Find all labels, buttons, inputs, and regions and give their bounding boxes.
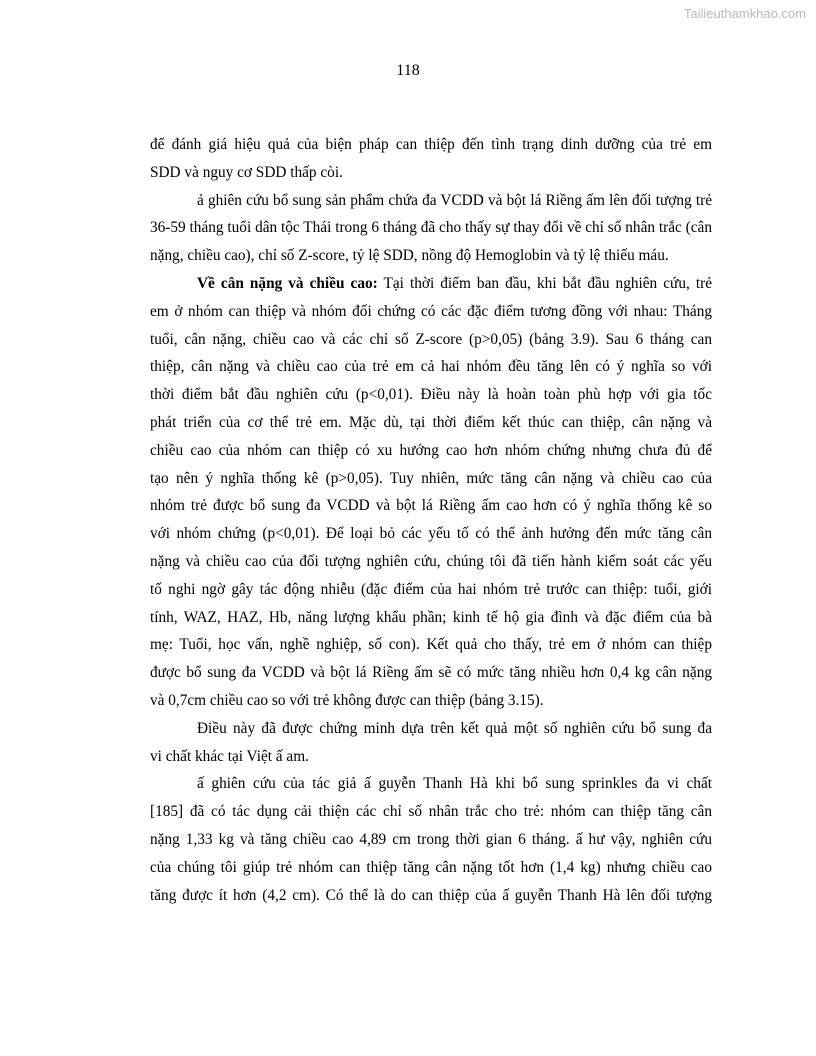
- watermark: Tailieuthamkhao.com: [683, 6, 806, 21]
- text-line: [150, 687, 712, 715]
- text-line: [150, 409, 712, 437]
- line-text: em ở nhóm can thiệp và nhóm đối chứng có các đặc điểm tương đồng với nhau: Tháng: [150, 302, 712, 320]
- page-number: 118: [396, 62, 420, 79]
- text-line: [150, 576, 712, 604]
- text-line: [150, 187, 712, 215]
- text-line: [150, 131, 712, 159]
- line-text: Điều này đã được chứng minh dựa trên kết quả một số nghiên cứu bổ sung đa: [197, 719, 712, 737]
- text-line: [150, 437, 712, 465]
- document-body: [150, 131, 712, 909]
- text-line: [150, 826, 712, 854]
- line-text: để đánh giá hiệu quả của biện pháp can thiệp đến tình trạng dinh dưỡng của trẻ em: [150, 136, 712, 153]
- line-text: tính, WAZ, HAZ, Hb, năng lượng khẩu phần; kinh tế hộ gia đình và đặc điểm của bà: [150, 608, 712, 626]
- text-line: [150, 353, 712, 381]
- text-line: [150, 270, 712, 298]
- line-text: ấ ghiên cứu của tác giả ấ guyễn Thanh Hà khi bổ sung sprinkles đa vi chất: [197, 775, 712, 793]
- text-line: [150, 743, 712, 771]
- line-text: nặng 1,33 kg và tăng chiều cao 4,89 cm trong thời gian 6 tháng. ấ hư vậy, nghiên cứu: [150, 830, 712, 848]
- line-text: ả ghiên cứu bổ sung sản phẩm chứa đa VCDD và bột lá Riềng ấm lên đối tượng trẻ: [197, 191, 712, 209]
- line-text: tạo nên ý nghĩa thống kê (p>0,05). Tuy nhiên, mức tăng cân nặng và chiều cao của: [150, 469, 712, 487]
- line-text: phát triển của cơ thể trẻ em. Mặc dù, tại thời điểm kết thúc can thiệp, cân nặng và: [150, 413, 712, 431]
- line-text: SDD và nguy cơ SDD thấp còi.: [150, 163, 343, 181]
- line-text: tố nghi ngờ gây tác động nhiễu (đặc điểm của hai nhóm trẻ trước can thiệp: tuổi, giới: [150, 580, 712, 598]
- text-line: [150, 298, 712, 326]
- line-text: nặng, chiều cao), chỉ số Z-score, tỷ lệ SDD, nồng độ Hemoglobin và tỷ lệ thiếu máu.: [150, 247, 669, 265]
- text-line: [150, 631, 712, 659]
- text-line: [150, 715, 712, 743]
- line-text: Tại thời điểm ban đầu, khi bắt đầu nghiên cứu, trẻ: [377, 274, 712, 292]
- line-text: và 0,7cm chiều cao so với trẻ không được can thiệp (bảng 3.15).: [150, 691, 544, 709]
- text-line: [150, 854, 712, 882]
- text-line: [150, 770, 712, 798]
- line-text: thiệp, cân nặng và chiều cao của trẻ em cả hai nhóm đều tăng lên có ý nghĩa so với: [150, 358, 712, 376]
- text-line: [150, 465, 712, 493]
- text-line: [150, 798, 712, 826]
- bold-heading: Về cân nặng và chiều cao:: [197, 274, 378, 292]
- line-text: vi chất khác tại Việt ấ am.: [150, 747, 309, 765]
- text-line: [150, 214, 712, 242]
- text-line: [150, 604, 712, 632]
- line-text: [185] đã có tác dụng cải thiện các chỉ số nhân trắc cho trẻ: nhóm can thiệp tăng cân: [150, 803, 712, 821]
- line-text: nhóm trẻ được bổ sung đa VCDD và bột lá Riềng ấm cao hơn có ý nghĩa thống kê so: [150, 497, 712, 515]
- line-text: của chúng tôi giúp trẻ nhóm can thiệp tăng cân nặng tốt hơn (1,4 kg) nhưng chiều cao: [150, 858, 712, 876]
- text-line: [150, 520, 712, 548]
- text-line: [150, 492, 712, 520]
- text-line: [150, 326, 712, 354]
- line-text: thời điểm bắt đầu nghiên cứu (p<0,01). Điều này là hoàn toàn phù hợp với gia tốc: [150, 386, 712, 404]
- line-text: chiều cao của nhóm can thiệp có xu hướng cao hơn nhóm chứng nhưng chưa đủ để: [150, 441, 712, 459]
- text-line: [150, 381, 712, 409]
- line-text: tăng được ít hơn (4,2 cm). Có thể là do can thiệp của ấ guyễn Thanh Hà lên đối tượng: [150, 886, 712, 904]
- text-line: [150, 242, 712, 270]
- line-text: với nhóm chứng (p<0,01). Để loại bỏ các yếu tố có thể ảnh hưởng đến mức tăng cân: [150, 525, 712, 543]
- text-line: [150, 882, 712, 910]
- line-text: được bổ sung đa VCDD và bột lá Riềng ấm sẽ có mức tăng nhiều hơn 0,4 kg cân nặng: [150, 664, 712, 682]
- text-line: [150, 548, 712, 576]
- text-line: [150, 659, 712, 687]
- line-text: tuổi, cân nặng, chiều cao và các chỉ số Z-score (p>0,05) (bảng 3.9). Sau 6 tháng can: [150, 330, 712, 348]
- text-line: [150, 159, 712, 187]
- line-text: nặng và chiều cao của đối tượng nghiên cứu, chúng tôi đã tiến hành kiểm soát các yếu: [150, 552, 712, 570]
- line-text: mẹ: Tuổi, học vấn, nghề nghiệp, số con). Kết quả cho thấy, trẻ em ở nhóm can thiệp: [150, 636, 712, 654]
- line-text: 36-59 tháng tuổi dân tộc Thái trong 6 tháng đã cho thấy sự thay đổi về chỉ số nhân trắc (cân: [150, 219, 712, 237]
